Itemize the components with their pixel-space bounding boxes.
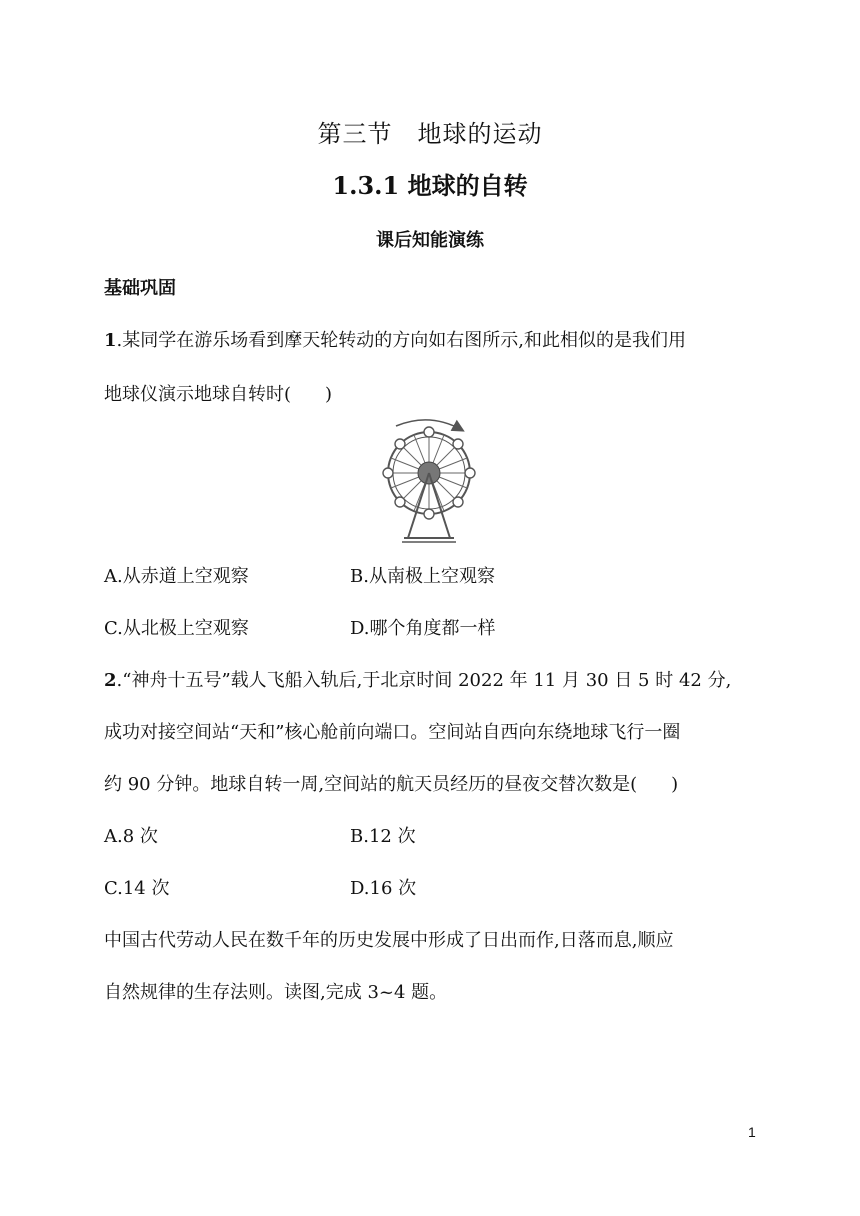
practice-title: 课后知能演练 [376, 230, 484, 251]
q2-option-b: B.12 次 [350, 826, 416, 847]
q2-line-2: 成功对接空间站“天和”核心舱前向端口。空间站自西向东绕地球飞行一圈 [104, 722, 681, 743]
q2-option-a: A.8 次 [104, 826, 158, 847]
chapter-title: 第三节 地球的运动 [317, 120, 543, 148]
q1-option-d: D.哪个角度都一样 [350, 618, 496, 639]
q2-line-1 [104, 666, 731, 692]
q2-line-3 [104, 770, 678, 796]
q2-number: 2 [104, 670, 117, 691]
page-number: 1 [748, 1124, 756, 1140]
q1-option-a: A.从赤道上空观察 [104, 566, 249, 587]
q1-paren-close: ) [325, 384, 333, 405]
q1-line-1 [104, 326, 686, 352]
q1-text-1: .某同学在游乐场看到摩天轮转动的方向如右图所示,和此相似的是我们用 [116, 330, 686, 351]
q1-option-b: B.从南极上空观察 [350, 566, 495, 587]
ferris-wheel-figure [374, 416, 484, 544]
q2-text-1: .“神舟十五号”载人飞船入轨后,于北京时间 2022 年 11 月 30 日 5 时 42 分, [116, 670, 732, 691]
q1-option-c: C.从北极上空观察 [104, 618, 249, 639]
section-title: 基础巩固 [104, 278, 176, 299]
q2-text-3: 约 90 分钟。地球自转一周,空间站的航天员经历的昼夜交替次数是( [104, 774, 638, 795]
q2-option-c: C.14 次 [104, 878, 170, 899]
passage-line-1: 中国古代劳动人民在数千年的历史发展中形成了日出而作,日落而息,顺应 [104, 930, 674, 951]
lesson-title: 1.3.1 地球的自转 [332, 171, 528, 200]
q1-number: 1 [104, 330, 117, 351]
q1-line-2 [104, 380, 332, 406]
passage-line-2: 自然规律的生存法则。读图,完成 3~4 题。 [104, 982, 448, 1003]
q1-text-2: 地球仪演示地球自转时( [104, 384, 292, 405]
q2-paren-close: ) [671, 774, 679, 795]
q2-option-d: D.16 次 [350, 878, 417, 899]
